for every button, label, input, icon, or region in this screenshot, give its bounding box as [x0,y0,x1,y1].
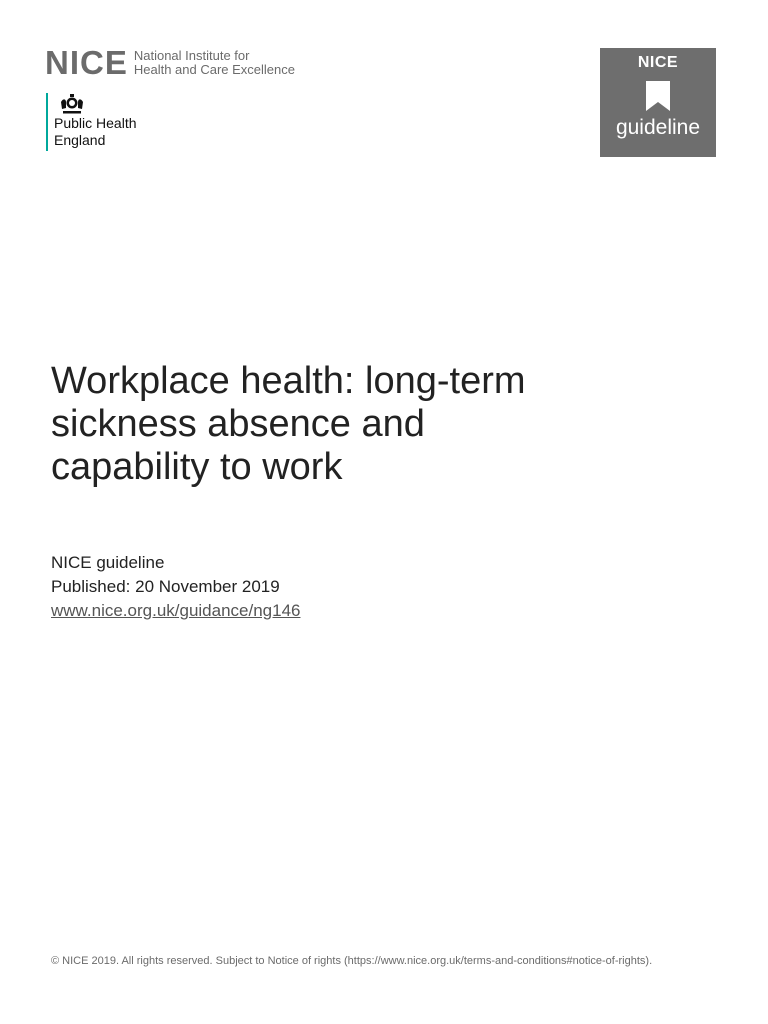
title-line-2: sickness absence and [51,403,425,445]
guidance-link[interactable]: www.nice.org.uk/guidance/ng146 [51,601,301,620]
title-line-1: Workplace health: long-term [51,360,526,402]
nice-subtitle-line-2: Health and Care Excellence [133,61,295,77]
nice-subtitle [134,49,295,77]
copyright-notice: © NICE 2019. All rights reserved. Subject to Notice of rights (https://www.nice.org.uk/terms-and-conditions#notice-of-rights). [51,955,653,967]
badge-bottom-text: guideline [615,116,701,139]
phe-text [54,115,137,149]
published-date: Published: 20 November 2019 [51,577,280,596]
nice-guideline-badge [600,48,716,157]
document-meta [51,551,301,623]
title-line-3: capability to work [51,446,343,488]
royal-crest-icon [58,93,86,115]
document-type: NICE guideline [51,553,165,572]
phe-line-2: England [54,132,106,148]
badge-top-text: NICE [637,54,679,71]
document-title [51,360,651,489]
phe-logo [46,93,137,151]
nice-wordmark: NICE [45,44,128,81]
nice-logo [45,46,295,79]
bookmark-icon [646,81,670,111]
phe-line-1: Public Health [54,115,137,131]
nice-subtitle-line-1: National Institute for [133,47,250,63]
